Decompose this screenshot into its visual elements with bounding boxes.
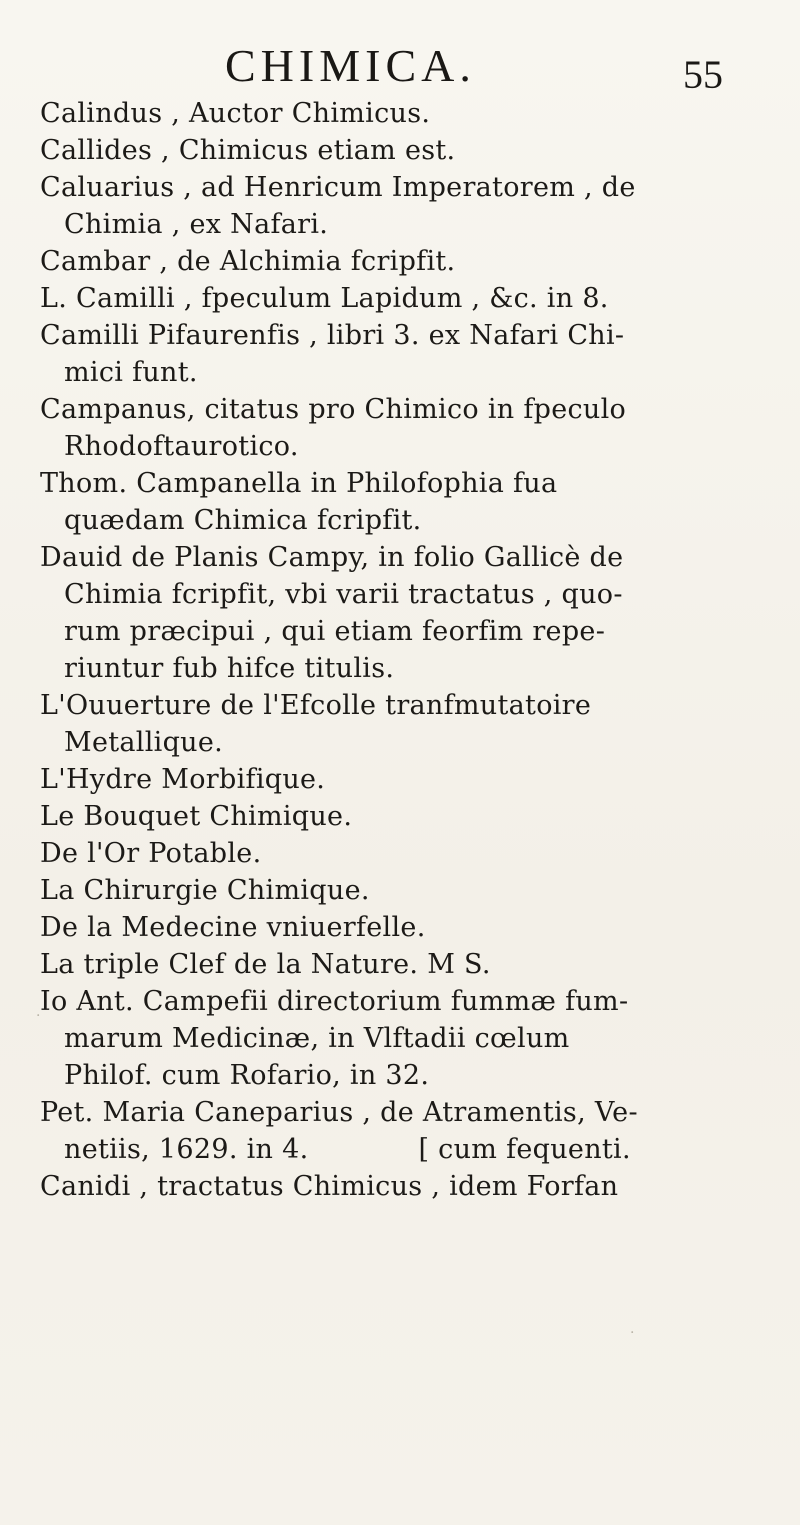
entry-dauid-de-planis-campy — [40, 539, 785, 687]
text-line: Campanus, citatus pro Chimico in fpeculo — [40, 394, 627, 425]
entry-hydre — [40, 761, 785, 798]
text-block — [40, 95, 785, 1205]
text-line: Thom. Campanella in Philofophia fua — [40, 468, 558, 499]
text-line: rum præcipui , qui etiam feorfim repe- — [64, 616, 606, 647]
bracketed-note: [ cum fequenti. — [418, 1134, 631, 1165]
entry-chirurgie — [40, 872, 785, 909]
text-line: Philof. cum Rofario, in 32. — [64, 1060, 430, 1091]
entry-triple-clef — [40, 946, 785, 983]
text-line: Camilli Pifaurenfis , libri 3. ex Nafari Chi- — [40, 320, 625, 351]
text-line: mici funt. — [64, 357, 198, 388]
text-line — [40, 1131, 785, 1168]
text-line: marum Medicinæ, in Vlftadii cœlum — [64, 1023, 570, 1054]
text-line: Callides , Chimicus etiam est. — [40, 135, 456, 166]
imprint-text: netiis, 1629. in 4. — [64, 1134, 309, 1165]
text-line: Chimia , ex Nafari. — [64, 209, 329, 240]
entry-caluarius — [40, 169, 785, 243]
entry-camilli — [40, 280, 785, 317]
text-line: Le Bouquet Chimique. — [40, 801, 353, 832]
entry-camilli-pisaurensis — [40, 317, 785, 391]
paper-speck: · — [630, 1325, 635, 1341]
text-line: Calindus , Auctor Chimicus. — [40, 98, 431, 129]
text-line: Dauid de Planis Campy, in folio Gallicè de — [40, 542, 624, 573]
running-head: CHIMICA. — [225, 40, 476, 91]
entry-or-potable — [40, 835, 785, 872]
entry-medecine — [40, 909, 785, 946]
entry-campefius — [40, 983, 785, 1094]
text-line: Rhodoftaurotico. — [64, 431, 299, 462]
text-line: L'Ouuerture de l'Efcolle tranfmutatoire — [40, 690, 592, 721]
entry-canidi — [40, 1168, 785, 1205]
page-number: 55 — [683, 52, 723, 97]
text-line: L. Camilli , fpeculum Lapidum , &c. in 8. — [40, 283, 609, 314]
entry-campanus — [40, 391, 785, 465]
text-line: De la Medecine vniuerfelle. — [40, 912, 426, 943]
text-line: Caluarius , ad Henricum Imperatorem , de — [40, 172, 636, 203]
text-line: Chimia fcripfit, vbi varii tractatus , quo- — [64, 579, 623, 610]
paper-speck: · — [36, 1008, 41, 1024]
text-line: La Chirurgie Chimique. — [40, 875, 370, 906]
entry-caneparius — [40, 1094, 785, 1168]
text-line: Metallique. — [64, 727, 224, 758]
text-line: Canidi , tractatus Chimicus , idem Forfan — [40, 1171, 619, 1202]
entry-cambar — [40, 243, 785, 280]
entry-campanella — [40, 465, 785, 539]
entry-ouuerture — [40, 687, 785, 761]
text-line: riuntur fub hifce titulis. — [64, 653, 395, 684]
text-line: Pet. Maria Caneparius , de Atramentis, Ve- — [40, 1097, 638, 1128]
text-line: Cambar , de Alchimia fcripfit. — [40, 246, 456, 277]
text-line: De l'Or Potable. — [40, 838, 262, 869]
text-line: L'Hydre Morbifique. — [40, 764, 326, 795]
text-line: La triple Clef de la Nature. M S. — [40, 949, 491, 980]
entry-calindus — [40, 95, 785, 132]
entry-callides — [40, 132, 785, 169]
text-line: quædam Chimica fcripfit. — [64, 505, 422, 536]
text-line: Io Ant. Campefii directorium fummæ fum- — [40, 986, 629, 1017]
entry-bouquet — [40, 798, 785, 835]
